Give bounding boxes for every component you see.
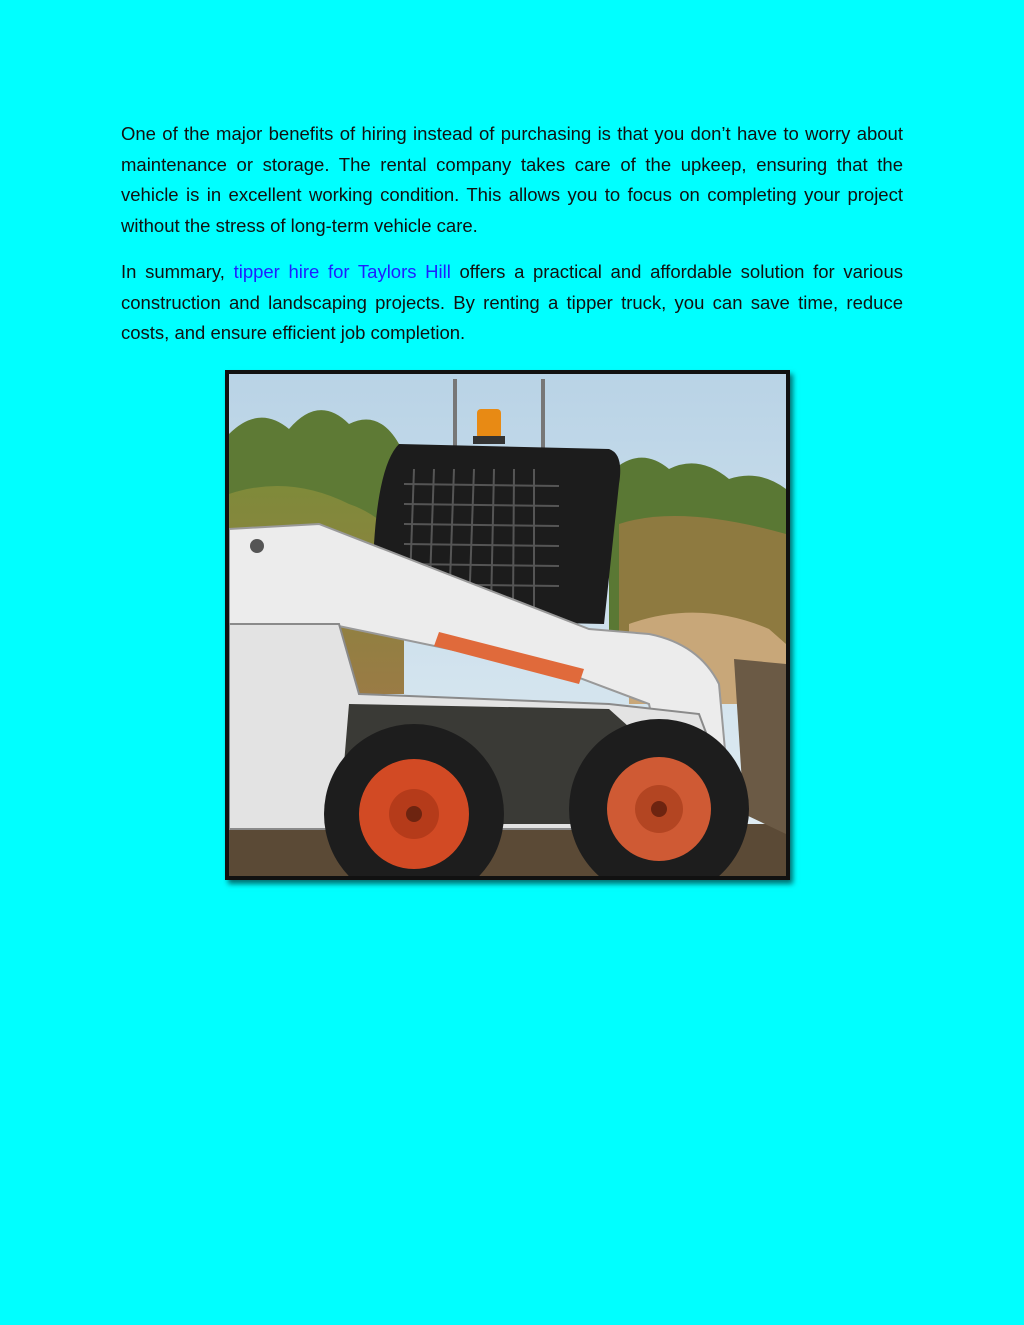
skid-steer-photo: [225, 370, 790, 880]
body-text: [121, 119, 903, 365]
antenna-left: [453, 379, 457, 449]
tipper-hire-link[interactable]: tipper hire for Taylors Hill: [233, 261, 451, 282]
summary-rest-text: offers a practical and affordable solution for various construction and landscaping projects. By renting a tipper truck, you can save time, reduce costs, and ensure efficient job completion.: [121, 261, 903, 343]
skid-steer-illustration: [229, 374, 786, 876]
beacon-base: [473, 436, 505, 444]
paragraph-summary: [121, 257, 903, 349]
beacon-light: [477, 409, 501, 439]
antenna-right: [541, 379, 545, 459]
pivot-bolt: [250, 539, 264, 553]
summary-intro-text: In summary,: [121, 261, 234, 282]
paragraph-maintenance: One of the major benefits of hiring instead of purchasing is that you don’t have to worry about maintenance or storage. The rental company takes care of the upkeep, ensuring that the vehicle is in excellent working condition. This allows you to focus on completing your project without the stress of long-term vehicle care.: [121, 123, 903, 236]
